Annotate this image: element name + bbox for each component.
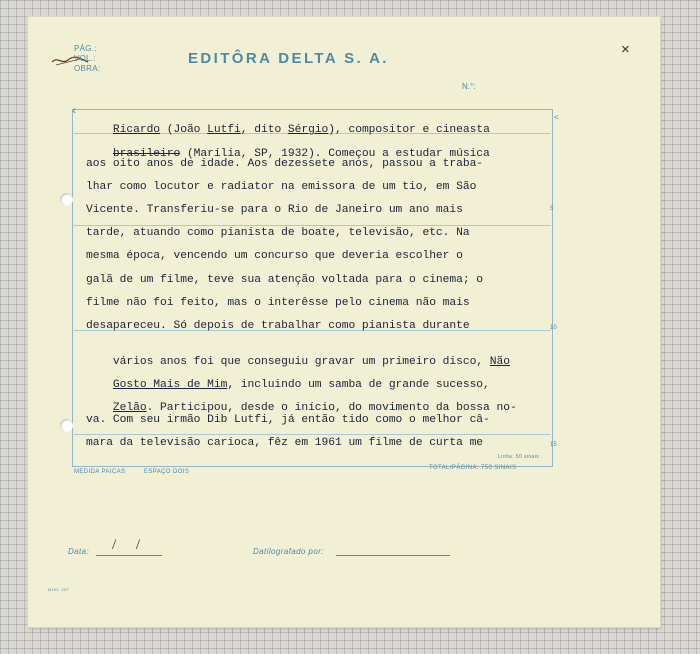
song-title: Zelão xyxy=(112,402,147,414)
data-field-line xyxy=(96,555,162,556)
data-value: / / xyxy=(112,537,149,553)
typed-line: galã de um filme, teve sua atenção voltada para o cinema; o xyxy=(86,274,484,286)
typed-text: vários anos foi que conseguiu gravar um primeiro disco, xyxy=(112,356,490,368)
pag-label: PÁG.: xyxy=(74,44,97,53)
vol-label: VOL.: xyxy=(74,54,96,63)
number-label: N.°: xyxy=(462,82,476,91)
song-title: Não xyxy=(489,356,510,368)
margin-arrow: < xyxy=(554,113,559,122)
punch-hole xyxy=(60,419,73,432)
ruling-line xyxy=(72,225,551,226)
typed-line: Vicente. Transferiu-se para o Rio de Janeiro um ano mais xyxy=(86,204,463,216)
typed-text: . Participou, desde o início, do movimento da bossa no- xyxy=(146,402,517,414)
typed-line: va. Com seu irmão Dib Lutfi, já então tido como o melhor câ- xyxy=(86,414,490,426)
typed-line: lhar como locutor e radiator na emissora de um tio, em São xyxy=(86,181,477,193)
data-label: Data: xyxy=(68,547,90,556)
typed-line: mesma época, vencendo um concurso que deveria escolher o xyxy=(86,250,463,262)
line-number: 10 xyxy=(550,325,557,331)
total-label: TOTAL/PÁGINA: 750 SINAIS xyxy=(429,465,517,471)
datilografado-field-line xyxy=(336,555,450,556)
corner-mark: × xyxy=(621,41,630,58)
typed-text: (Marília, SP, 1932). Começou a estudar música xyxy=(180,148,490,160)
line-number: 15 xyxy=(550,442,557,448)
line-number: 5 xyxy=(550,206,554,212)
typed-line: mara da televisão carioca, fêz em 1961 um filme de curta me xyxy=(86,437,484,449)
datilografado-label: Datilografado por: xyxy=(253,547,324,556)
obra-label: OBRA: xyxy=(74,64,101,73)
model-code: MOD. 207 xyxy=(48,587,70,592)
typed-word: Sérgio xyxy=(287,124,329,136)
medida-label: MEDIDA PAICAS xyxy=(74,469,126,475)
typed-text: , incluindo um samba de grande sucesso, xyxy=(227,379,490,391)
manuscript-page xyxy=(28,17,660,627)
company-title: EDITÔRA DELTA S. A. xyxy=(188,50,389,67)
espaco-label: ESPAÇO DOIS xyxy=(144,469,190,475)
typed-word: Ricardo xyxy=(112,124,161,136)
punch-hole xyxy=(60,193,73,206)
frame-tick: ‹ xyxy=(72,103,76,117)
song-title: Gosto Mais de Mim xyxy=(112,379,228,391)
typed-text: ), compositor e cineasta xyxy=(328,124,490,136)
struck-word: brasileiro xyxy=(112,148,181,160)
typed-line: desapareceu. Só depois de trabalhar como pianista durante xyxy=(86,320,470,332)
typed-text: (João xyxy=(160,124,208,136)
typed-word: Lutfi xyxy=(207,124,241,136)
linha-note: Linha: 50 sinais xyxy=(498,454,540,460)
typed-line: tarde, atuando como pianista de boate, televisão, etc. Na xyxy=(86,227,470,239)
typed-text: , dito xyxy=(240,124,288,136)
typed-line: filme não foi feito, mas o interêsse pelo cinema não mais xyxy=(86,297,470,309)
typed-line: aos oito anos de idade. Aos dezessete anos, passou a traba- xyxy=(86,158,484,170)
ruling-line xyxy=(72,434,551,435)
